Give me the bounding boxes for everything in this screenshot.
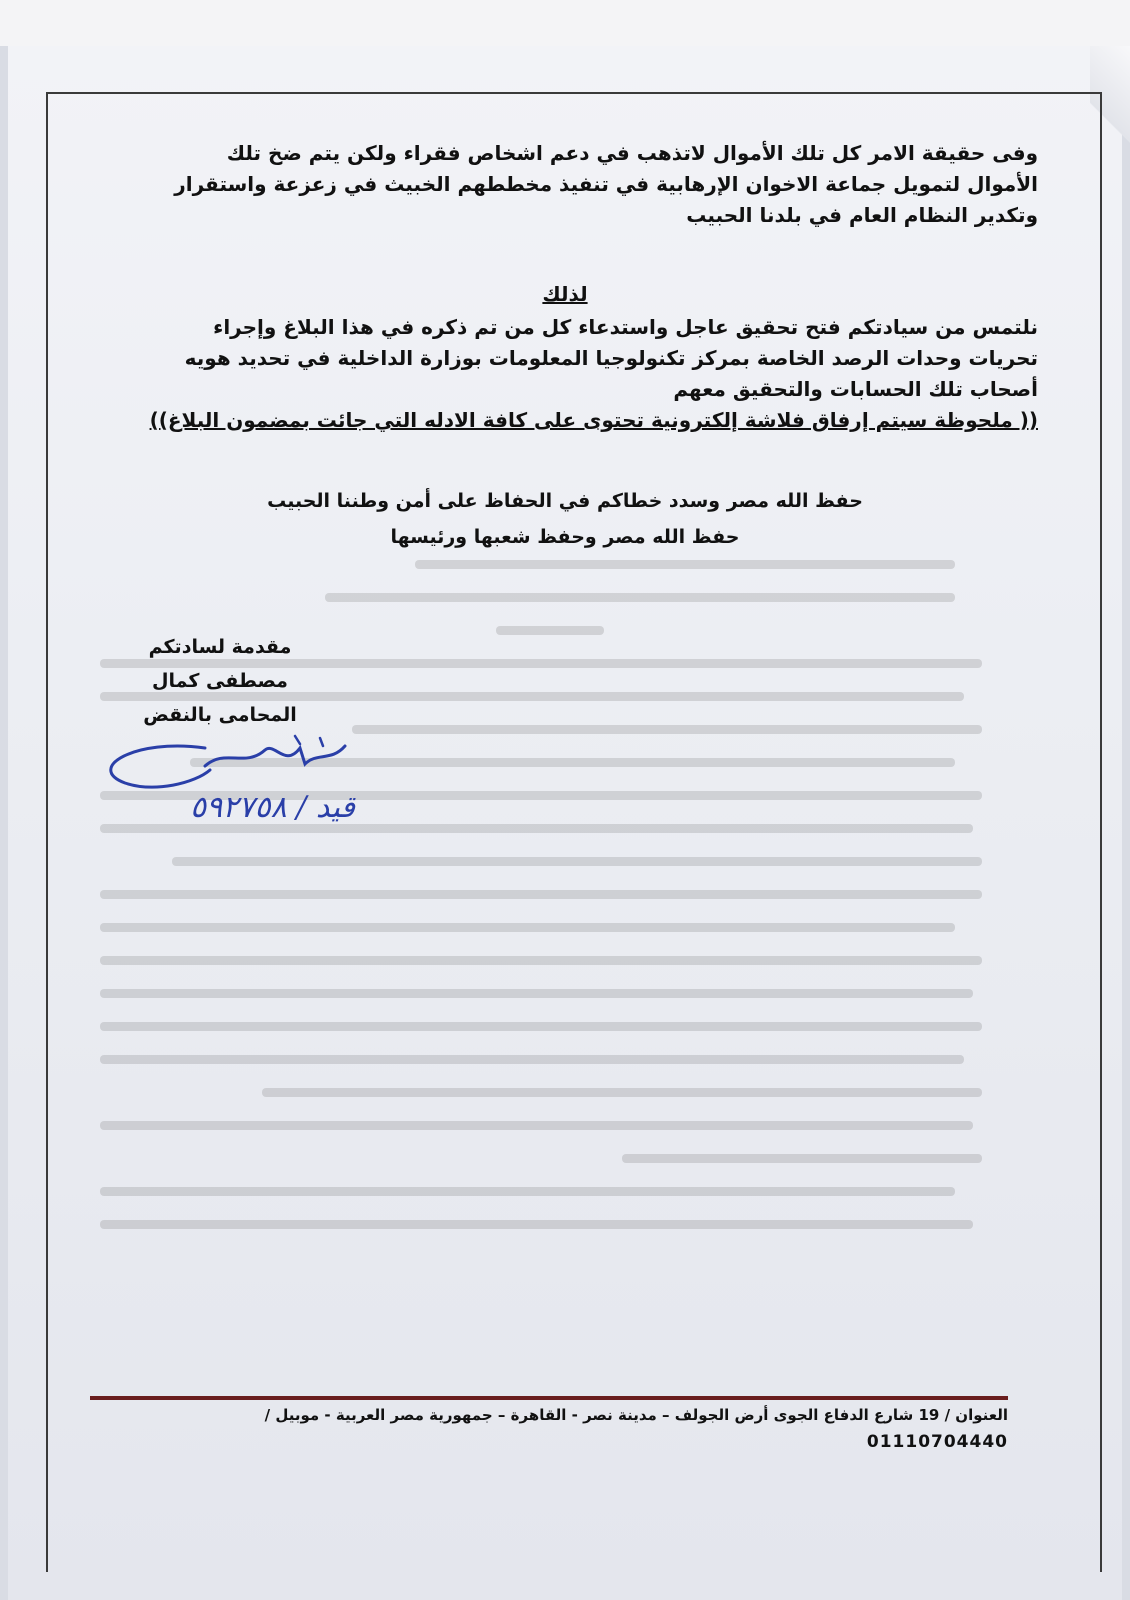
signature-block <box>120 630 320 732</box>
request-text: نلتمس من سيادتكم فتح تحقيق عاجل واستدعاء كل من تم ذكره في هذا البلاغ وإجراء تحريات وحدات الرصد الخاصة بمركز تكنولوجيا المعلومات بوزارة الداخلية في تحديد هويه أصحاب تلك الحسابات والتحقيق معهم <box>184 315 1038 401</box>
closing-line-1: حفظ الله مصر وسدد خطاكم في الحفاظ على أمن وطننا الحبيب <box>267 490 863 512</box>
signature-name: مصطفى كمال <box>152 670 288 692</box>
attachment-note: (( ملحوظة سيتم إرفاق فلاشة إلكترونية تحتوى على كافة الادله التي جائت بمضمون البلاغ)) <box>149 408 1038 432</box>
closing-line-2: حفظ الله مصر وحفظ شعبها ورئيسها <box>390 526 740 548</box>
body-paragraph-2 <box>138 312 1038 436</box>
body-paragraph-1: وفى حقيقة الامر كل تلك الأموال لاتذهب في دعم اشخاص فقراء ولكن يتم ضخ تلك الأموال لتمويل جماعة الاخوان الإرهابية في تنفيذ مخططهم الخبيث في زعزعة واستقرار وتكدير النظام العام في بلدنا الحبيب <box>174 141 1038 227</box>
footer-rule <box>90 1396 1008 1400</box>
footer-phone: 01110704440 <box>866 1432 1008 1452</box>
signature-title: المحامى بالنقض <box>143 704 297 726</box>
section-heading: لذلك <box>542 282 588 306</box>
handwritten-registration-number: قيد / ٥٩٢٧٥٨ <box>190 790 356 825</box>
signature-salutation: مقدمة لسادتكم <box>148 636 292 658</box>
handwritten-signature <box>95 728 425 848</box>
footer-address: العنوان / 19 شارع الدفاع الجوى أرض الجولف – مدينة نصر - القاهرة – جمهورية مصر العربية - موبيل / <box>264 1406 1008 1424</box>
photo-background-top <box>0 0 1130 46</box>
